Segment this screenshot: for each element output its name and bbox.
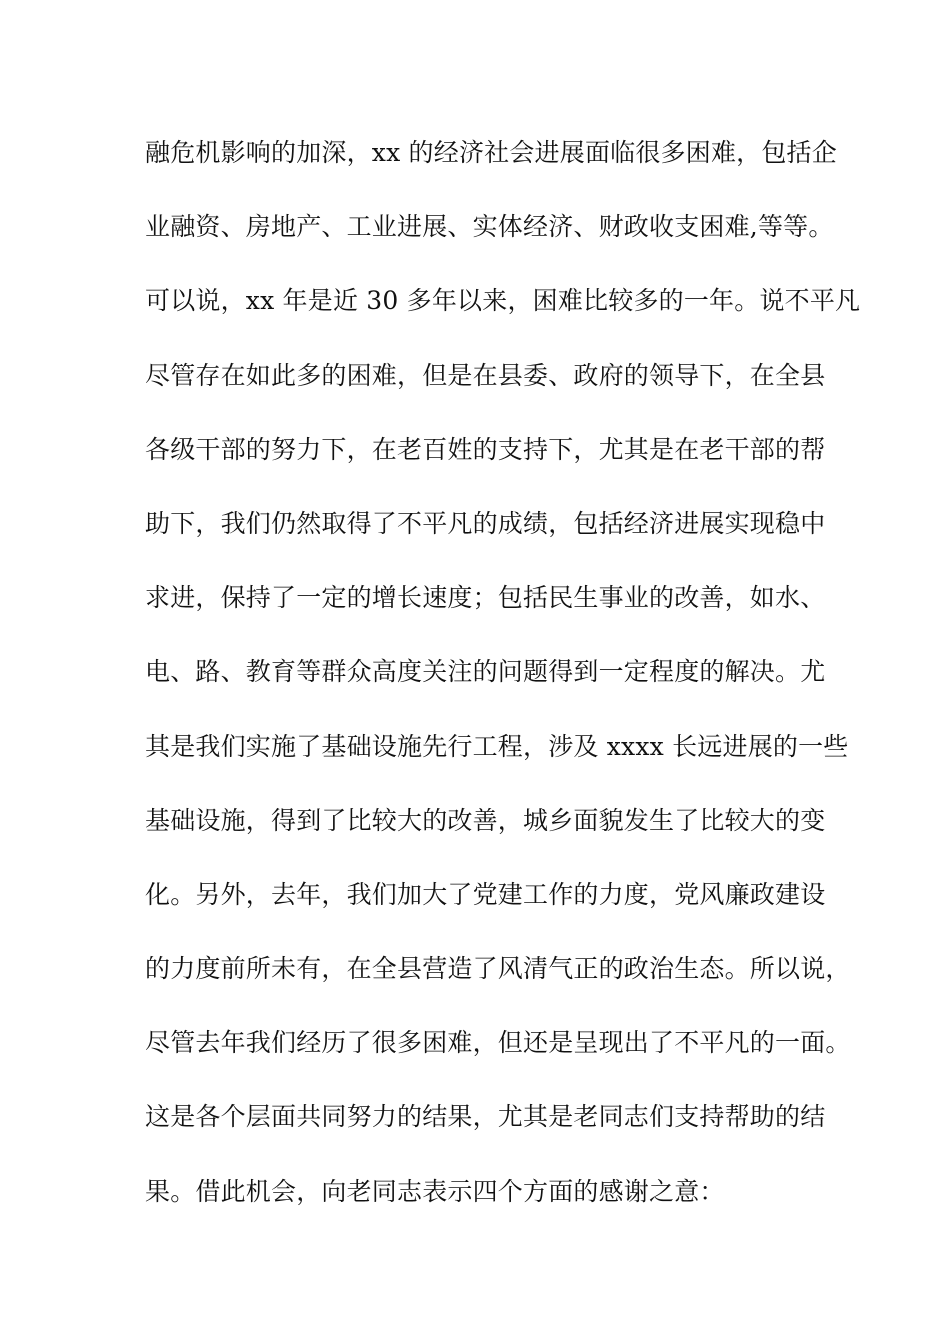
text-line: 求进，保持了一定的增长速度；包括民生事业的改善，如水、 xyxy=(145,583,826,613)
text-line: 可以说，xx 年是近 30 多年以来，困难比较多的一年。说不平凡 xyxy=(145,286,861,316)
text-line: 助下，我们仍然取得了不平凡的成绩，包括经济进展实现稳中 xyxy=(145,508,826,538)
text-line: 各级干部的努力下，在老百姓的支持下，尤其是在老干部的帮 xyxy=(145,434,826,464)
text-line: 基础设施，得到了比较大的改善，城乡面貌发生了比较大的变 xyxy=(145,805,826,835)
text-line: 的力度前所未有，在全县营造了风清气正的政治生态。所以说， xyxy=(145,954,851,984)
text-line: 这是各个层面共同努力的结果，尤其是老同志们支持帮助的结 xyxy=(145,1102,826,1132)
text-line: 果。借此机会，向老同志表示四个方面的感谢之意： xyxy=(145,1176,725,1206)
text-line: 融危机影响的加深，xx 的经济社会进展面临很多困难，包括企 xyxy=(145,138,837,167)
text-line: 尽管存在如此多的困难，但是在县委、政府的领导下，在全县 xyxy=(145,360,826,390)
text-line: 其是我们实施了基础设施先行工程，涉及 xxxx 长远进展的一些 xyxy=(145,731,849,761)
body-text xyxy=(145,131,861,1244)
text-line: 尽管去年我们经历了很多困难，但还是呈现出了不平凡的一面。 xyxy=(145,1028,851,1058)
text-line: 电、路、教育等群众高度关注的问题得到一定程度的解决。尤 xyxy=(145,657,826,687)
text-line: 化。另外，去年，我们加大了党建工作的力度，党风廉政建设 xyxy=(145,879,826,909)
text-line: 业融资、房地产、工业进展、实体经济、财政收支困难,等等。 xyxy=(145,212,834,242)
